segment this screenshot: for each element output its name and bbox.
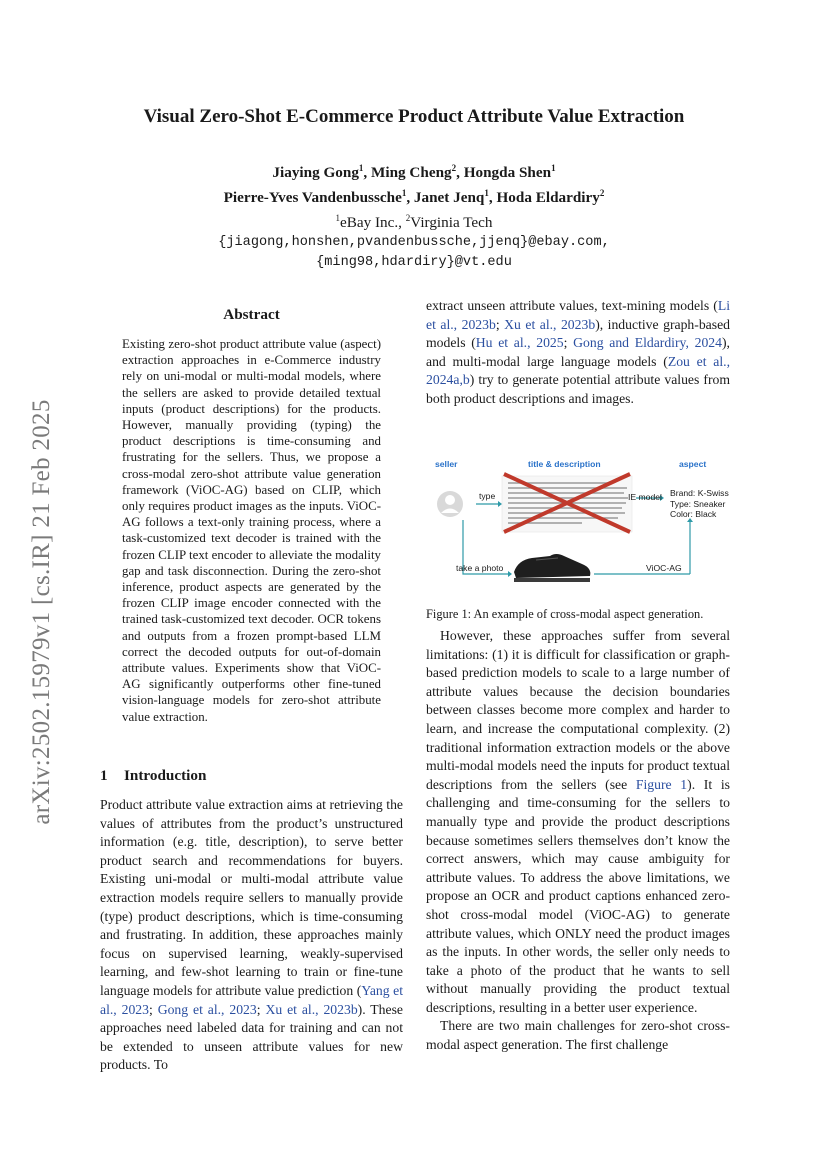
figure-1-caption: Figure 1: An example of cross-modal aspect generation. (426, 607, 704, 621)
citation-link[interactable]: Yang et al., 2023 (100, 982, 404, 1017)
citation-link[interactable]: Gong et al., 2023 (157, 1001, 257, 1017)
paper-title: Visual Zero-Shot E-Commerce Product Attribute Value Extraction (143, 106, 685, 127)
shoe-photo (514, 554, 590, 582)
label-seller: seller (435, 459, 458, 469)
aspect-values: Brand: K-Swiss Type: Sneaker Color: Black (670, 488, 729, 519)
right-paragraph-3: There are two main challenges for zero-shot cross-modal aspect generation. The first challenge (426, 1018, 730, 1053)
label-take-photo: take a photo (456, 563, 504, 573)
affiliations: $^1$eBay Inc., $^2$Virginia Tech (335, 213, 493, 232)
figure-reference-link[interactable]: Figure 1 (635, 776, 688, 792)
citation-link[interactable]: Hu et al., 2025 (475, 335, 564, 351)
intro-paragraph-1: Product attribute value extraction aims at retrieving the values of attributes from the product’s unstructured information (e.g. title, description), to serve better product search and recommendations for buyers. Existing uni-modal or multi-modal attribute value extraction models require sellers to manually provide (type) product descriptions, which is time-consuming and frustrating. In addition, these approaches mainly focus on supervised learning, weakly-supervised learning, and few-shot learning to train or fine-tune language models for attribute value prediction (Yang et al., 2023; Gong et al., 2023; Xu et al., 2023b). These approaches need labeled data for training and can not be extended to unseen attribute values for new products. To (100, 797, 404, 1073)
arxiv-identifier: arXiv:2502.15979v1 [cs.IR] 21 Feb 2025 (28, 399, 55, 825)
author-emails-2: {ming98,hdardiry}@vt.edu (316, 255, 512, 271)
author-line-1: Jiaying Gong$^1$, Ming Cheng$^2$, Hongda Shen$^1$ (272, 163, 556, 182)
label-ie-model: IE model (628, 492, 662, 502)
author-line-2: Pierre-Yves Vandenbussche$^1$, Janet Jenq$^1$, Hoda Eldardiry$^2$ (223, 188, 605, 207)
section-heading-introduction: 1 Introduction (100, 767, 207, 784)
right-paragraph-1: extract unseen attribute values, text-mining models (Li et al., 2023b; Xu et al., 2023b), inductive graph-based models (Hu et al., 2025; Gong and Eldardiry, 2024), and multi-modal large language models (Zou et al., 2024a,b) try to generate potential attribute values from both product descriptions and images. (426, 298, 730, 406)
author-emails-1: {jiagong,honshen,pvandenbussche,jjenq}@ebay.com, (218, 235, 610, 251)
abstract-heading: Abstract (223, 306, 280, 323)
citation-link[interactable]: Xu et al., 2023b (265, 1001, 358, 1017)
citation-link[interactable]: Gong and Eldardiry, 2024 (573, 335, 722, 351)
citation-link[interactable]: Xu et al., 2023b (504, 316, 596, 332)
abstract-text: Existing zero-shot product attribute value (aspect) extraction approaches in e-Commerce industry rely on uni-modal or multi-modal models, where the sellers are asked to provide detailed textual inputs (product descriptions) for the products. However, manually providing (typing) the product descriptions is time-consuming and frustrating for the sellers. Thus, we propose a cross-modal zero-shot attribute value generation framework (ViOC-AG) based on CLIP, which only requires product images as the inputs. ViOC-AG follows a text-only training process, where a task-customized text decoder is trained with the frozen CLIP text encoder to alleviate the modality gap and task disconnection. During the zero-shot inference, product aspects are generated by the frozen CLIP image encoder connected with the trained task-customized text decoder. OCR tokens and outputs from a frozen prompt-based LLM correct the decoded outputs for out-of-domain attribute values. Experiments show that ViOC-AG significantly outperforms other fine-tuned vision-language models for zero-shot attribute value extraction. (122, 337, 381, 724)
citation-link[interactable]: Li et al., 2023b (426, 298, 730, 332)
label-title-description: title & description (528, 459, 601, 469)
citation-link[interactable]: Zou et al., 2024a,b (426, 353, 730, 388)
right-paragraph-2: However, these approaches suffer from several limitations: (1) it is difficult for classification or graph-based prediction models to scale to a large number of attribute values because the decision boundaries between classes become more complex and harder to learn, and increase the computational complexity. (2) traditional information extraction models or the above multi-modal models need the inputs for product textual descriptions from the sellers (see Figure 1). It is challenging and time-consuming for the sellers to manually type and provide the product descriptions because sometimes sellers themselves don’t know the correct answers, which may cause ambiguity for attribute values. To address the above limitations, we propose an OCR and product captions enhanced zero-shot cross-modal model (ViOC-AG) to generate attribute values, which ONLY need the product images as the inputs. In other words, the seller only needs to take a photo of the product that he wants to sell without manually providing the product textual descriptions, resulting in a better user experience. There are two main challenges for zero-shot cross-modal aspect generation. The first challenge (426, 627, 730, 1055)
author-block (0, 158, 828, 273)
label-aspect: aspect (679, 459, 707, 469)
label-vioc-ag: ViOC-AG (646, 563, 682, 573)
label-type: type (479, 491, 496, 501)
figure-1-diagram (432, 452, 732, 586)
